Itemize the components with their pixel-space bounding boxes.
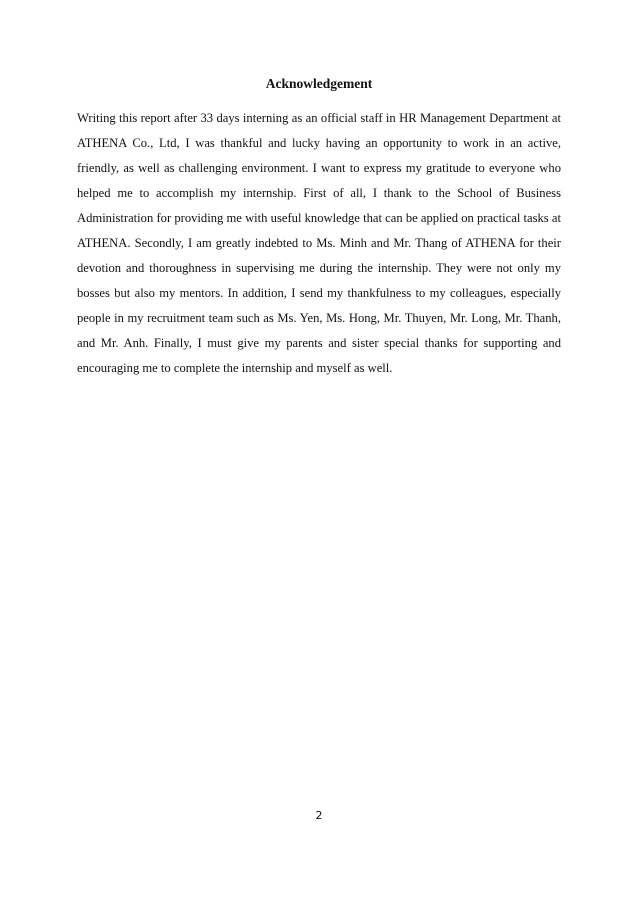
page-number: 2 bbox=[315, 809, 323, 822]
acknowledgement-paragraph: Writing this report after 33 days interning as an official staff in HR Management Department at ATHENA Co., Ltd, I was thankful and lucky having an opportunity to work in an active, friendly, as well as challenging environment. I want to express my gratitude to everyone who helped me to accomplish my internship. First of all, I thank to the School of Business Administration for providing me with useful knowledge that can be applied on practical tasks at ATHENA. Secondly, I am greatly indebted to Ms. Minh and Mr. Thang of ATHENA for their devotion and thoroughness in supervising me during the internship. They were not only my bosses but also my mentors. In addition, I send my thankfulness to my colleagues, especially people in my recruitment team such as Ms. Yen, Ms. Hong, Mr. Thuyen, Mr. Long, Mr. Thanh, and Mr. Anh. Finally, I must give my parents and sister special thanks for supporting and encouraging me to complete the internship and myself as well. bbox=[77, 111, 561, 375]
page-title: Acknowledgement bbox=[265, 76, 373, 91]
